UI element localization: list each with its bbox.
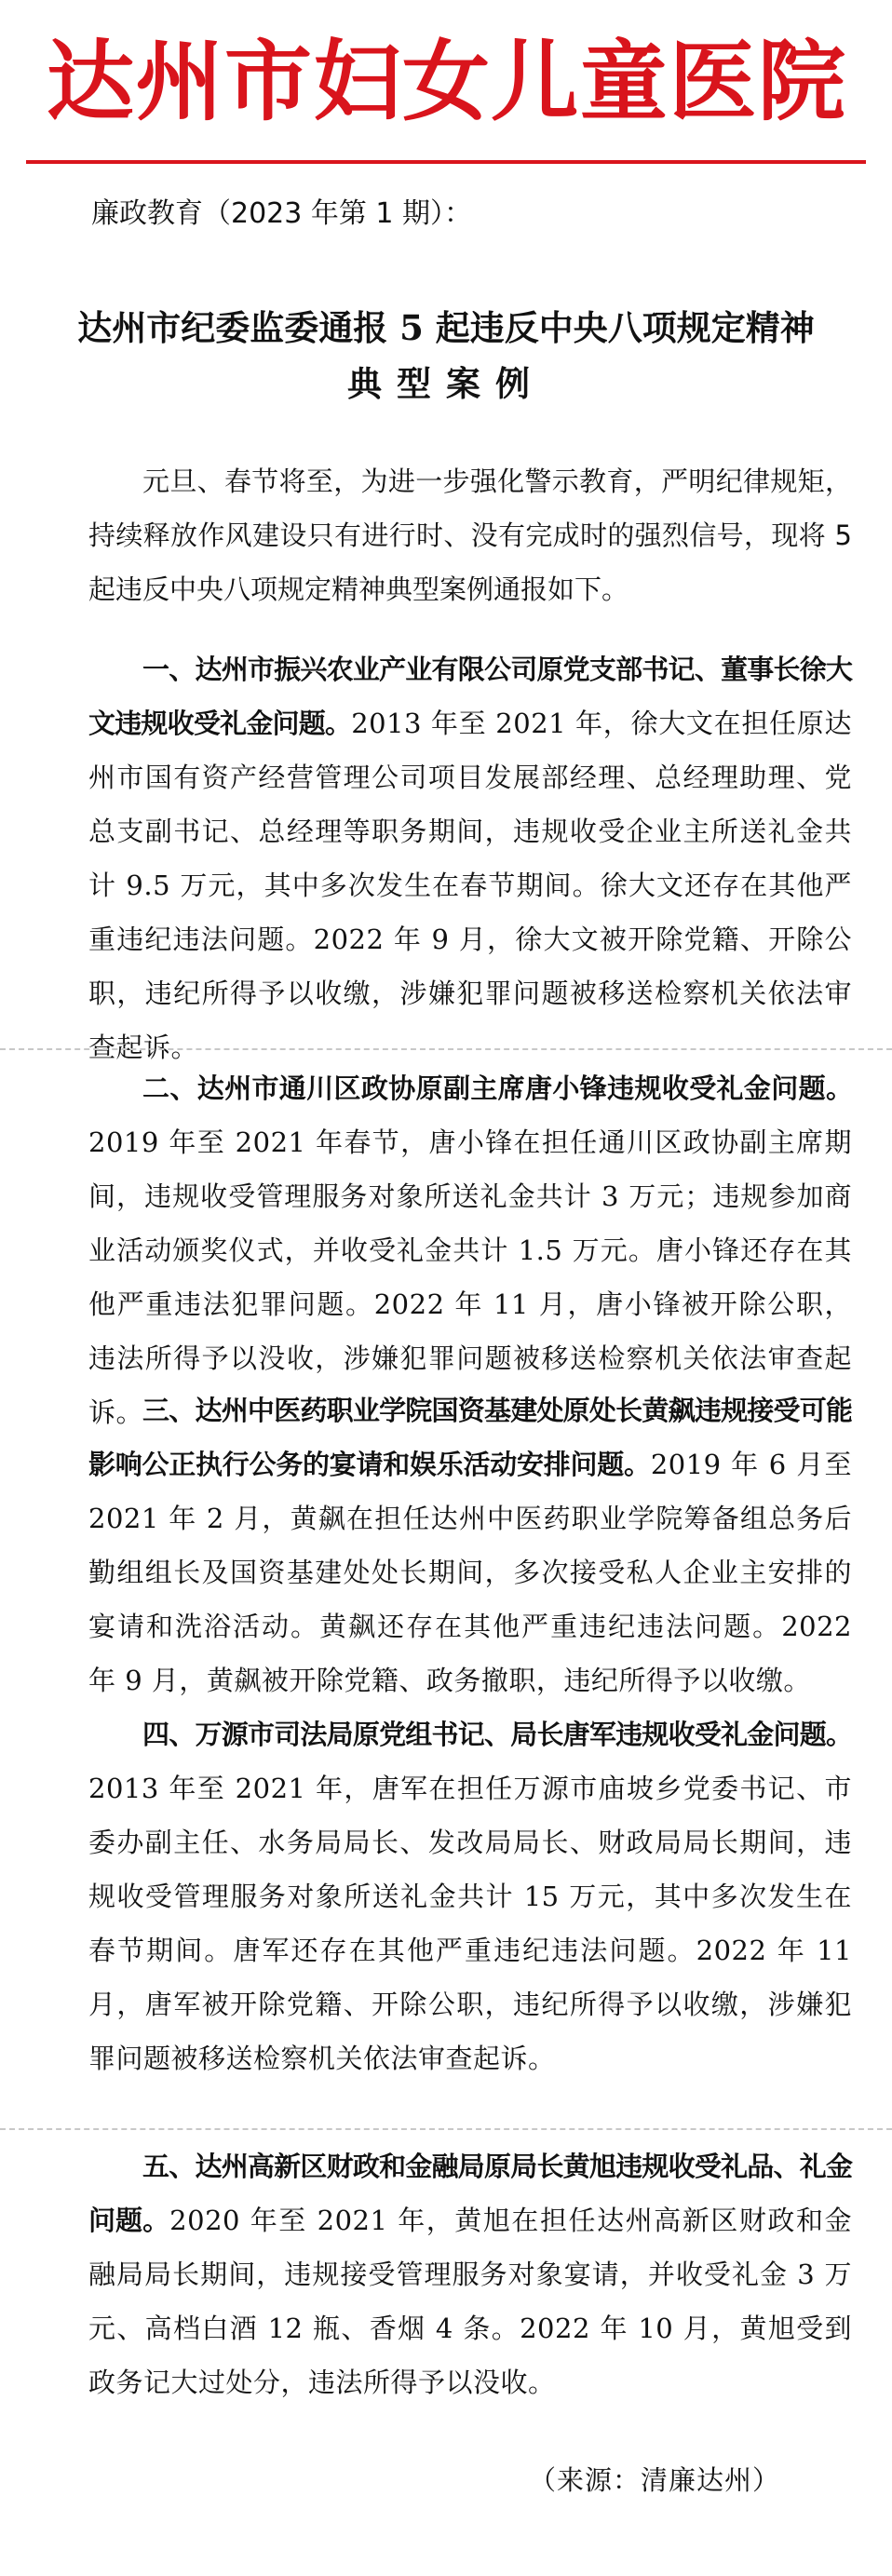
case-body: 2013 年至 2021 年，唐军在担任万源市庙坡乡党委书记、市委办副主任、水务局局长、发改局局长、财政局局长期间，违规收受管理服务对象所送礼金共计 15 万元，其中多次发生在春节期间。唐军还存在其他严重违纪违法问题。2022 年 11 月，唐军被开除党籍、开除公职，违纪所得予以收缴，涉嫌犯罪问题被移送检察机关依法审查起诉。 xyxy=(88,1773,852,2074)
case-heading: 五、达州高新区财政和金融局原局长黄旭违规收受礼品、礼金问题。 xyxy=(88,2151,852,2236)
case-paragraph-5 xyxy=(88,2139,852,2409)
masthead-red-rule xyxy=(26,160,866,164)
masthead-char: 医 xyxy=(669,31,757,133)
masthead-char: 市 xyxy=(223,31,312,133)
article-title-line-1: 达州市纪委监委通报 5 起违反中央八项规定精神 xyxy=(77,307,815,348)
case-heading: 四、万源市司法局原党组书记、局长唐军违规收受礼金问题。 xyxy=(142,1719,852,1750)
case-paragraph-3 xyxy=(88,1383,852,1707)
intro-paragraph: 元旦、春节将至，为进一步强化警示教育，严明纪律规矩，持续释放作风建设只有进行时、没有完成时的强烈信号，现将 5 起违反中央八项规定精神典型案例通报如下。 xyxy=(88,465,852,605)
masthead-char: 儿 xyxy=(491,31,579,133)
masthead-char: 州 xyxy=(135,31,223,133)
source-attribution: （来源：清廉达州） xyxy=(528,2464,780,2496)
case-paragraph-4 xyxy=(88,1707,852,2085)
masthead-char: 童 xyxy=(579,31,668,133)
case-paragraph-1 xyxy=(88,642,852,1074)
case-heading: 三、达州中医药职业学院国资基建处原处长黄飙违规接受可能影响公正执行公务的宴请和娱乐活动安排问题。 xyxy=(88,1395,852,1480)
case-body: 2013 年至 2021 年，徐大文在担任原达州市国有资产经营管理公司项目发展部经理、总经理助理、党总支副书记、总经理等职务期间，违规收受企业主所送礼金共计 9.5 万元，其中多次发生在春节期间。徐大文还存在其他严重违纪违法问题。2022 年 9 月，徐大文被开除党籍、开除公职，违纪所得予以收缴，涉嫌犯罪问题被移送检察机关依法审查起诉。 xyxy=(88,708,852,1063)
hospital-masthead xyxy=(47,17,845,147)
section-divider xyxy=(0,1048,892,1050)
case-heading: 二、达州市通川区政协原副主席唐小锋违规收受礼金问题。 xyxy=(142,1072,852,1104)
case-heading: 一、达州市振兴农业产业有限公司原党支部书记、董事长徐大文违规收受礼金问题。 xyxy=(88,654,852,739)
case-body: 2019 年至 2021 年春节，唐小锋在担任通川区政协副主席期间，违规收受管理服务对象所送礼金共计 3 万元；违规参加商业活动颁奖仪式，并收受礼金共计 1.5 万元。唐小锋还存在其他严重违法犯罪问题。2022 年 11 月，唐小锋被开除公职，违法所得予以没收，涉嫌犯罪问题被移送检察机关依法审查起诉。 xyxy=(88,1126,852,1428)
masthead-char: 妇 xyxy=(313,31,401,133)
masthead-char: 达 xyxy=(47,31,135,133)
case-body: 2020 年至 2021 年，黄旭在担任达州高新区财政和金融局局长期间，违规接受管理服务对象宴请，并收受礼金 3 万元、高档白酒 12 瓶、香烟 4 条。2022 年 10 月，黄旭受到政务记大过处分，违法所得予以没收。 xyxy=(88,2205,852,2398)
article-title-line-2: 典型案例 xyxy=(347,363,545,404)
section-divider xyxy=(0,2128,892,2130)
case-body: 2019 年 6 月至 2021 年 2 月，黄飙在担任达州中医药职业学院筹备组总务后勤组组长及国资基建处处长期间，多次接受私人企业主安排的宴请和洗浴活动。黄飙还存在其他严重违纪违法问题。2022 年 9 月，黄飙被开除党籍、政务撤职，违纪所得予以收缴。 xyxy=(88,1449,852,1696)
issue-label: 廉政教育（2023 年第 1 期）： xyxy=(91,197,473,230)
masthead-char: 院 xyxy=(757,31,845,133)
masthead-char: 女 xyxy=(401,31,490,133)
